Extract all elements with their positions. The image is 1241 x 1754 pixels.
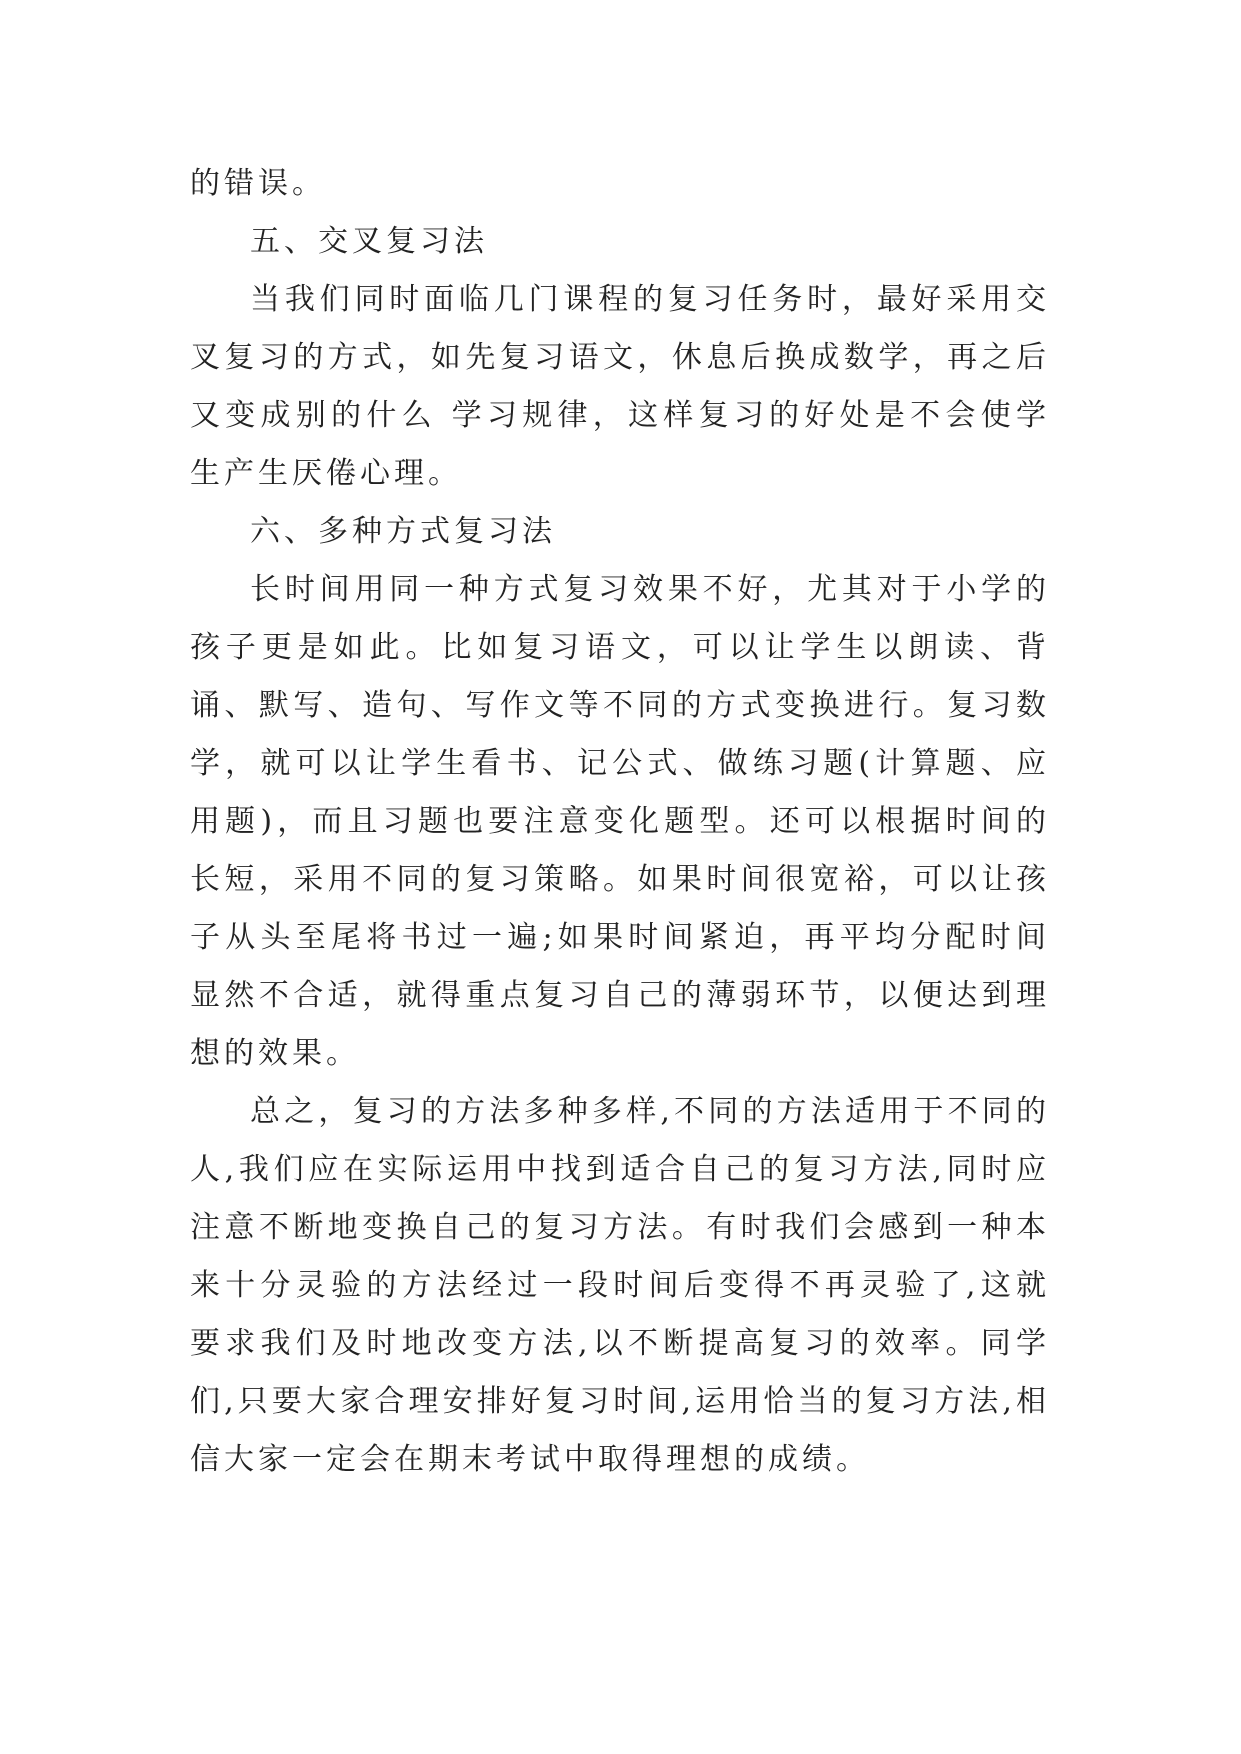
paragraph-cross-review: 当我们同时面临几门课程的复习任务时，最好采用交叉复习的方式，如先复习语文，休息后换成数学，再之后又变成别的什么 学习规律，这样复习的好处是不会使学生产生厌倦心理。: [190, 282, 1050, 491]
section-heading-multiple-methods: 六、多种方式复习法: [250, 514, 556, 549]
document-body: [190, 155, 1050, 1489]
section-heading-cross-review: 五、交叉复习法: [250, 224, 488, 259]
paragraph-multiple-methods: 长时间用同一种方式复习效果不好，尤其对于小学的孩子更是如此。比如复习语文，可以让学生以朗读、背诵、默写、造句、写作文等不同的方式变换进行。复习数学，就可以让学生看书、记公式、做练习题(计算题、应用题)，而且习题也要注意变化题型。还可以根据时间的长短，采用不同的复习策略。如果时间很宽裕，可以让孩子从头至尾将书过一遍;如果时间紧迫，再平均分配时间显然不合适，就得重点复习自己的薄弱环节，以便达到理想的效果。: [190, 572, 1050, 1071]
paragraph-continuation: 的错误。: [190, 166, 326, 201]
paragraph-conclusion: 总之，复习的方法多种多样,不同的方法适用于不同的人,我们应在实际运用中找到适合自己的复习方法,同时应注意不断地变换自己的复习方法。有时我们会感到一种本来十分灵验的方法经过一段时间后变得不再灵验了,这就要求我们及时地改变方法,以不断提高复习的效率。同学们,只要大家合理安排好复习时间,运用恰当的复习方法,相信大家一定会在期末考试中取得理想的成绩。: [190, 1094, 1050, 1477]
